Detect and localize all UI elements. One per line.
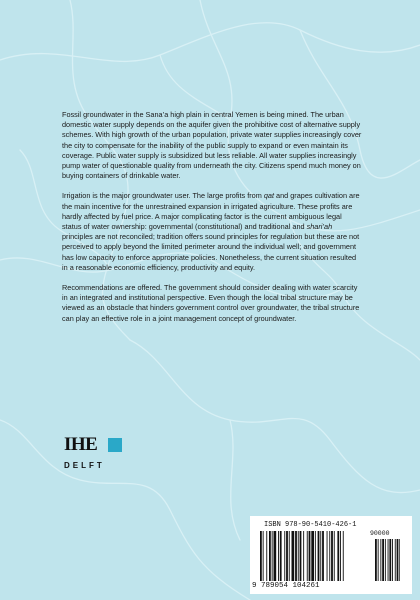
logo-square-icon: [108, 438, 122, 452]
summary-paragraph: [62, 110, 362, 181]
irrigation-paragraph: [62, 191, 362, 273]
back-cover-text: [62, 110, 362, 334]
italic-term: qat: [263, 191, 274, 201]
isbn-barcode: [250, 516, 412, 594]
paragraph-text: Fossil groundwater in the Sana’a high plain in central Yemen is being mined. The urban domestic water supply depends on the aquifer given the prohibitive cost of alternative supply schemes. With high growth of the urban population, private water supplies increasingly cover the city to compensate for the inability of the public supply to expand or even maintain its coverage. Public water supply is subsidized but less reliable. All water supplies increasingly pump water of questionable quality from underneath the city. Citizens spend much money on buying containers of drinkable water.: [62, 110, 362, 181]
logo-mark: [62, 432, 126, 462]
italic-term: shari’ah: [306, 222, 333, 232]
ihe-delft-logo: [62, 432, 126, 472]
isbn-label: ISBN 978-90-5410-426-1: [264, 521, 357, 529]
recommendations-paragraph: [62, 283, 362, 324]
barcode-addon: 90000: [370, 530, 390, 537]
logo-text: IHE: [64, 434, 98, 455]
paragraph-text: principles are not reconciled; tradition offers sound principles for regulation but these are not perceived to apply beyond the limited perimeter around the individual well; and government has low capacity to enforce appropriate policies. Nonetheless, the current situation resulted in a reasonable economic efficiency, productivity and equity.: [62, 232, 360, 272]
barcode-bars: [260, 531, 400, 581]
barcode-number: 9 789054 104261: [252, 582, 320, 590]
paragraph-text: Irrigation is the major groundwater user. The large profits from: [62, 191, 264, 201]
paragraph-text: Recommendations are offered. The government should consider dealing with water scarcity in an integrated and institutional perspective. Even though the local tribal structure may be viewed as an obstacle that hinders government control over groundwater, the tribal structure can play an effective role in a joint management concept of groundwater.: [62, 283, 360, 323]
logo-subtext: DELFT: [64, 461, 105, 470]
paragraph-text: and grapes cultivation are the main incentive for the unrestrained expansion in irrigated agriculture. These profits are hardly affected by fuel price. A major complicating factor is the current ambiguous legal status of water ownership: governmental (constitutional) and traditional and: [62, 191, 360, 232]
